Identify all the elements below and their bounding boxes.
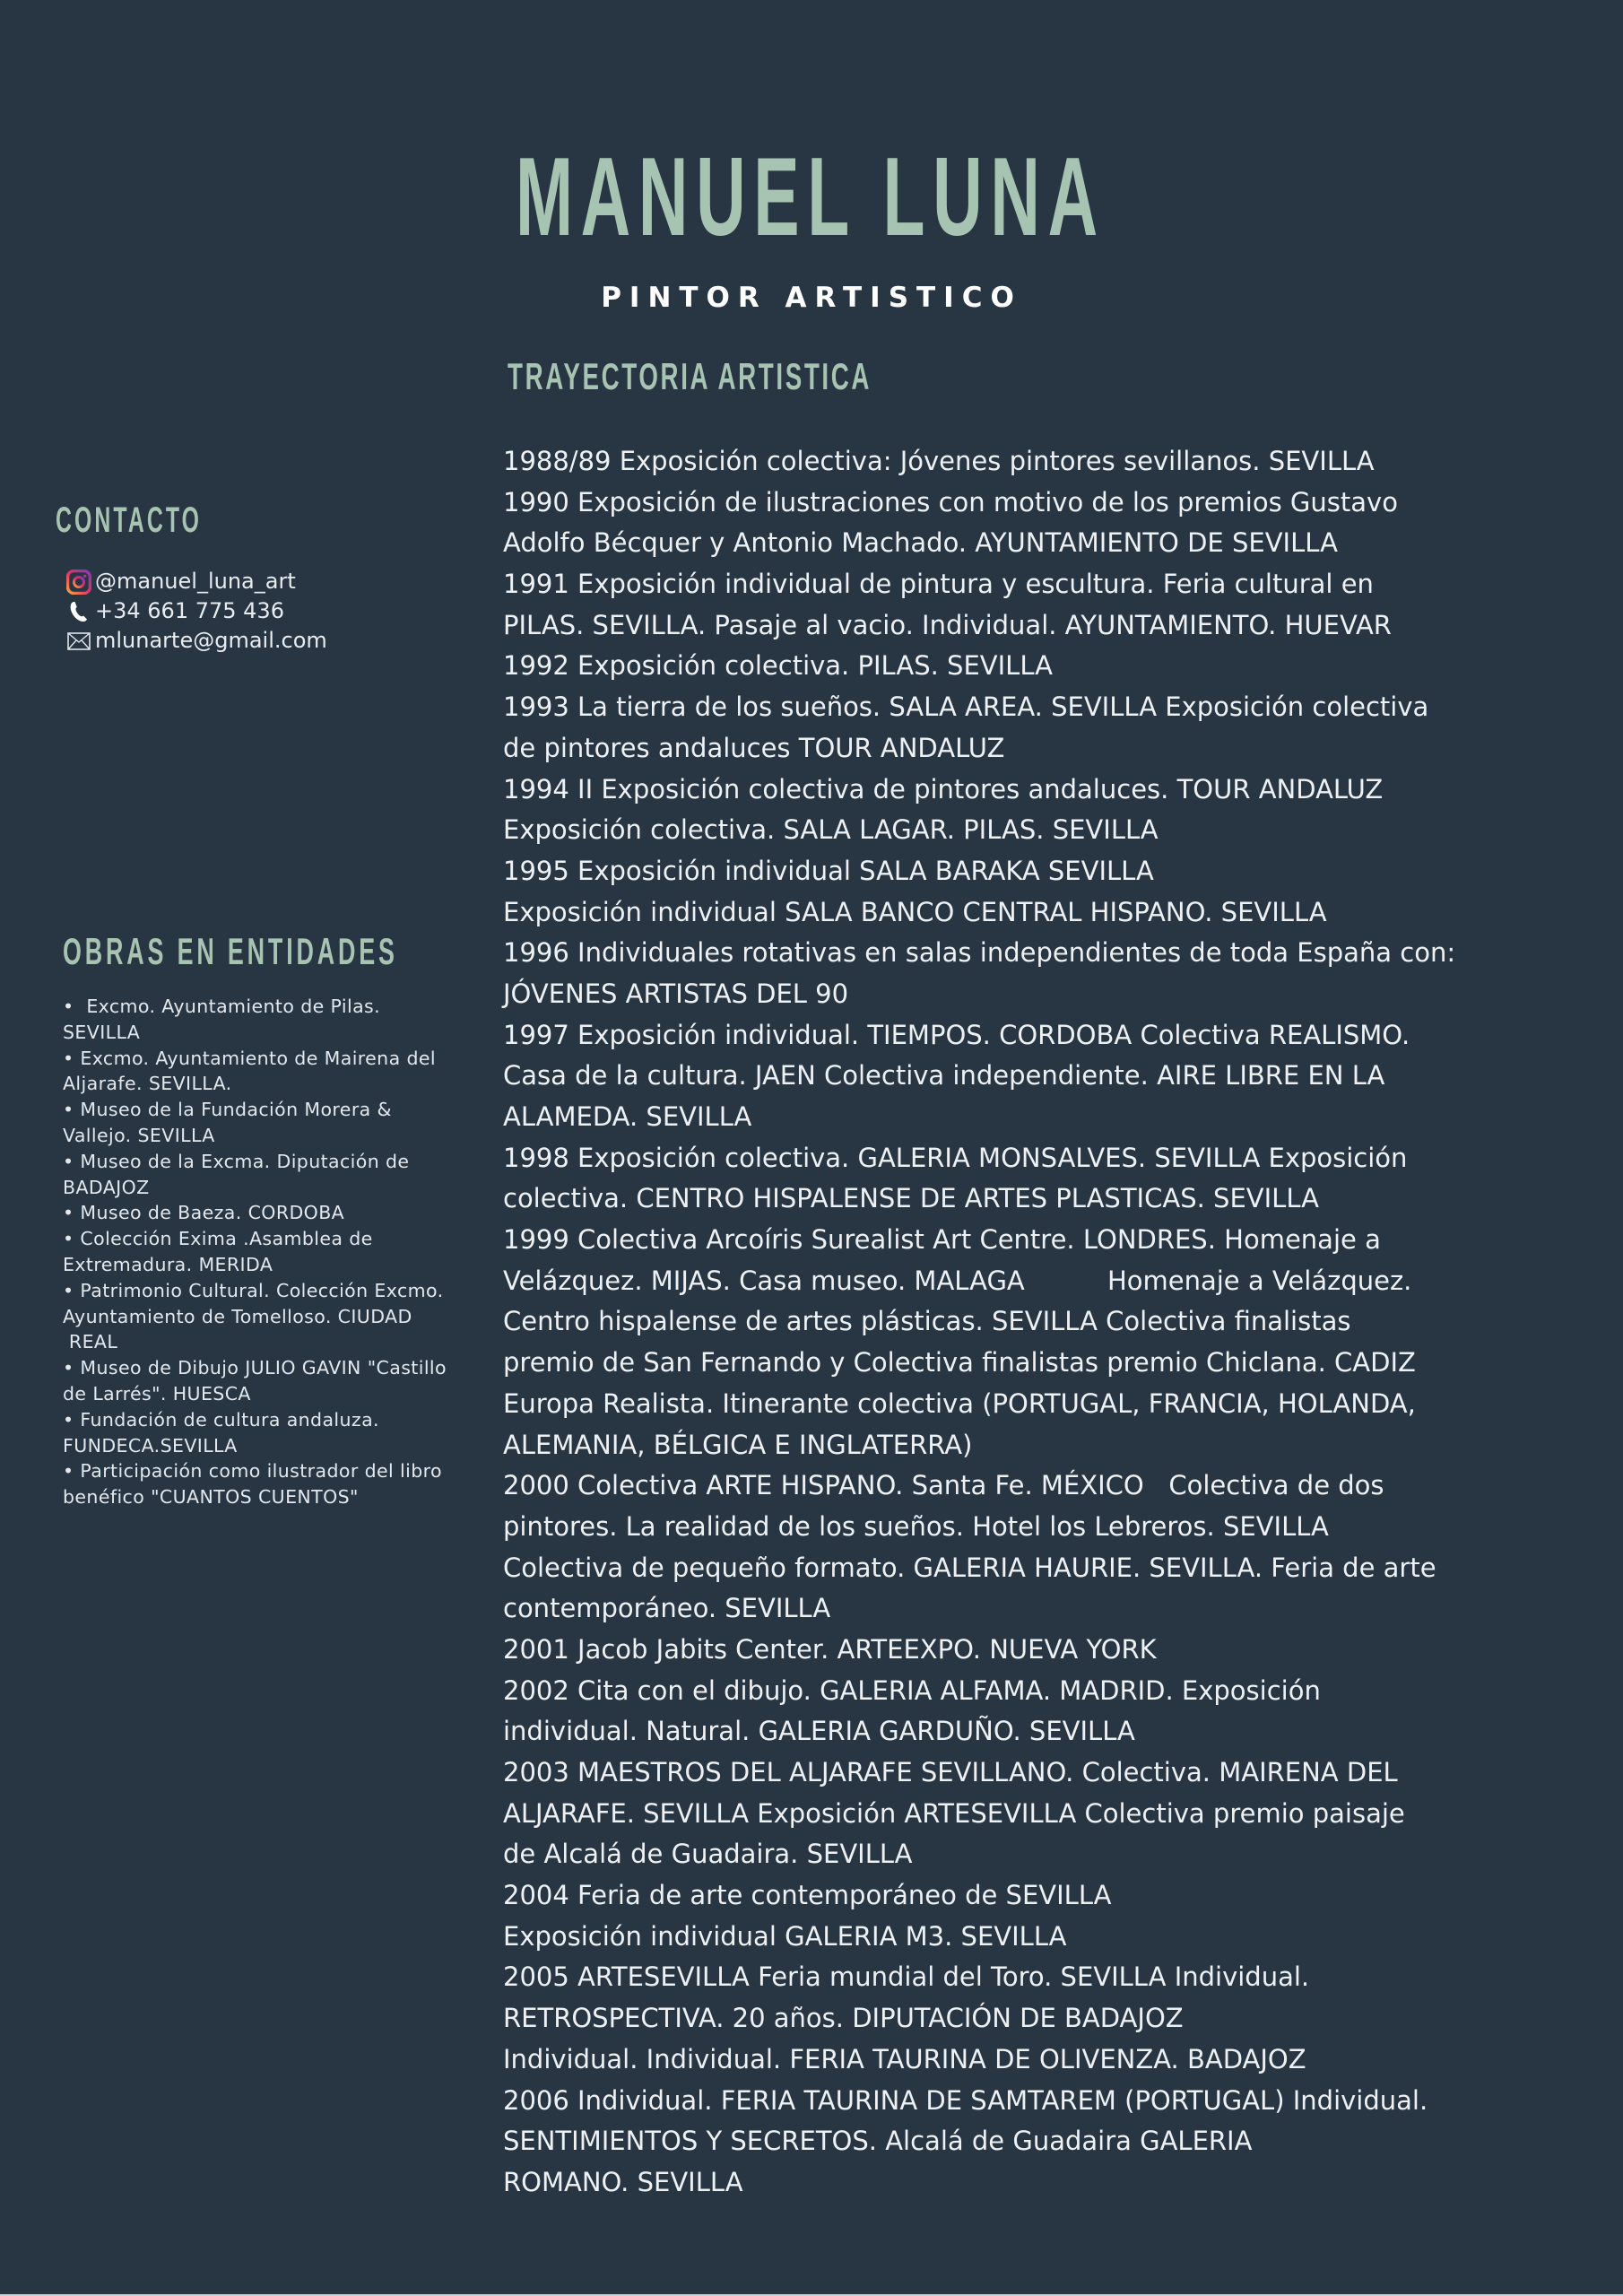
- obras-heading: OBRAS EN ENTIDADES: [63, 930, 398, 972]
- timeline-line: ALJARAFE. SEVILLA Exposición ARTESEVILLA Colectiva premio paisaje: [503, 1797, 1405, 1829]
- timeline-line: SENTIMIENTOS Y SECRETOS. Alcalá de Guadaira GALERIA: [503, 2126, 1253, 2157]
- timeline-line: RETROSPECTIVA. 20 años. DIPUTACIÓN DE BADAJOZ: [503, 2003, 1184, 2034]
- timeline-line: Exposición individual SALA BANCO CENTRAL HISPANO. SEVILLA: [503, 896, 1327, 927]
- timeline-line: 1998 Exposición colectiva. GALERIA MONSALVES. SEVILLA Exposición: [503, 1142, 1408, 1173]
- timeline-line: Colectiva de pequeño formato. GALERIA HAURIE. SEVILLA. Feria de arte: [503, 1552, 1436, 1583]
- timeline-line: Centro hispalense de artes plásticas. SEVILLA Colectiva finalistas: [503, 1306, 1351, 1337]
- list-item: • Participación como ilustrador del libro benéfico "CUANTOS CUENTOS": [63, 1460, 442, 1509]
- trayectoria-heading: TRAYECTORIA ARTISTICA: [508, 355, 872, 397]
- timeline-line: 2005 ARTESEVILLA Feria mundial del Toro. SEVILLA Individual.: [503, 1961, 1310, 1993]
- artist-name: MANUEL LUNA: [515, 135, 1106, 259]
- list-item: • Museo de la Excma. Diputación de BADAJOZ: [63, 1150, 410, 1198]
- timeline-line: colectiva. CENTRO HISPALENSE DE ARTES PLASTICAS. SEVILLA: [503, 1183, 1319, 1214]
- list-item: • Museo de la Fundación Morera & Vallejo. SEVILLA: [63, 1099, 392, 1146]
- list-item: • Fundación de cultura andaluza. FUNDECA.SEVILLA: [63, 1408, 379, 1457]
- list-item: • Colección Exima .Asamblea de Extremadura. MERIDA: [63, 1228, 373, 1275]
- timeline-line: Individual. Individual. FERIA TAURINA DE OLIVENZA. BADAJOZ: [503, 2043, 1306, 2074]
- timeline-line: premio de San Fernando y Colectiva finalistas premio Chiclana. CADIZ: [503, 1347, 1416, 1378]
- timeline-line: JÓVENES ARTISTAS DEL 90: [503, 978, 849, 1009]
- timeline-line: 1994 II Exposición colectiva de pintores andaluces. TOUR ANDALUZ: [503, 773, 1384, 804]
- timeline-line: 2002 Cita con el dibujo. GALERIA ALFAMA. MADRID. Exposición: [503, 1674, 1321, 1706]
- timeline-line: 2001 Jacob Jabits Center. ARTEEXPO. NUEVA YORK: [503, 1633, 1157, 1665]
- timeline-line: individual. Natural. GALERIA GARDUÑO. SEVILLA: [503, 1716, 1135, 1747]
- timeline-line: 1993 La tierra de los sueños. SALA AREA. SEVILLA Exposición colectiva: [503, 691, 1429, 723]
- timeline-line: PILAS. SEVILLA. Pasaje al vacio. Individual. AYUNTAMIENTO. HUEVAR: [503, 609, 1392, 640]
- contact-list: [65, 567, 327, 656]
- timeline-line: Adolfo Bécquer y Antonio Machado. AYUNTAMIENTO DE SEVILLA: [503, 527, 1338, 559]
- contact-phone[interactable]: [65, 596, 327, 626]
- timeline-line: Velázquez. MIJAS. Casa museo. MALAGA Homenaje a Velázquez.: [503, 1265, 1412, 1296]
- timeline-line: 2003 MAESTROS DEL ALJARAFE SEVILLANO. Colectiva. MAIRENA DEL: [503, 1757, 1398, 1787]
- obras-list: [63, 994, 466, 1510]
- instagram-handle: @manuel_luna_art: [95, 569, 296, 594]
- timeline-line: ROMANO. SEVILLA: [503, 2166, 743, 2197]
- timeline-line: 1995 Exposición individual SALA BARAKA SEVILLA: [503, 855, 1154, 886]
- timeline-line: ALAMEDA. SEVILLA: [503, 1101, 752, 1132]
- list-item: • Excmo. Ayuntamiento de Mairena del Aljarafe. SEVILLA.: [63, 1047, 436, 1095]
- phone-number: +34 661 775 436: [95, 598, 284, 623]
- timeline-line: 1992 Exposición colectiva. PILAS. SEVILLA: [503, 650, 1053, 682]
- list-item: • Museo de Baeza. CORDOBA: [63, 1202, 345, 1224]
- timeline-line: 2004 Feria de arte contemporáneo de SEVILLA: [503, 1880, 1112, 1911]
- phone-icon: [65, 599, 93, 624]
- timeline-line: 2000 Colectiva ARTE HISPANO. Santa Fe. MÉXICO Colectiva de dos: [503, 1470, 1384, 1501]
- timeline-line: ALEMANIA, BÉLGICA E INGLATERRA): [503, 1429, 973, 1460]
- timeline-line: 1999 Colectiva Arcoíris Surealist Art Centre. LONDRES. Homenaje a: [503, 1224, 1381, 1256]
- timeline-line: 1997 Exposición individual. TIEMPOS. CORDOBA Colectiva REALISMO.: [503, 1019, 1410, 1050]
- email-address: mlunarte@gmail.com: [95, 628, 327, 653]
- timeline-line: Casa de la cultura. JAEN Colectiva independiente. AIRE LIBRE EN LA: [503, 1060, 1385, 1091]
- list-item: • Museo de Dibujo JULIO GAVIN "Castillo de Larrés". HUESCA: [63, 1357, 447, 1405]
- timeline-line: 1991 Exposición individual de pintura y escultura. Feria cultural en: [503, 569, 1374, 600]
- timeline-line: 1990 Exposición de ilustraciones con motivo de los premios Gustavo: [503, 486, 1398, 517]
- timeline-line: de pintores andaluces TOUR ANDALUZ: [503, 732, 1005, 763]
- mail-icon: [65, 629, 93, 654]
- instagram-icon: [65, 570, 93, 595]
- list-item: • Patrimonio Cultural. Colección Excmo. Ayuntamiento de Tomelloso. CIUDAD REAL: [63, 1279, 444, 1353]
- timeline-line: Europa Realista. Itinerante colectiva (PORTUGAL, FRANCIA, HOLANDA,: [503, 1387, 1416, 1419]
- artist-subtitle: PINTOR ARTISTICO: [601, 282, 1022, 314]
- timeline-line: Exposición individual GALERIA M3. SEVILLA: [503, 1920, 1067, 1952]
- list-item: • Excmo. Ayuntamiento de Pilas. SEVILLA: [63, 996, 381, 1043]
- timeline-line: pintores. La realidad de los sueños. Hotel los Lebreros. SEVILLA: [503, 1510, 1329, 1542]
- timeline-line: 2006 Individual. FERIA TAURINA DE SAMTAREM (PORTUGAL) Individual.: [503, 2084, 1428, 2116]
- contact-instagram[interactable]: [65, 567, 327, 596]
- timeline-line: 1996 Individuales rotativas en salas independientes de toda España con:: [503, 937, 1456, 969]
- trayectoria-list: [503, 441, 1534, 2204]
- contact-email[interactable]: [65, 626, 327, 656]
- timeline-line: contemporáneo. SEVILLA: [503, 1593, 831, 1624]
- contacto-heading: CONTACTO: [56, 500, 203, 540]
- timeline-line: Exposición colectiva. SALA LAGAR. PILAS. SEVILLA: [503, 814, 1159, 846]
- timeline-line: 1988/89 Exposición colectiva: Jóvenes pintores sevillanos. SEVILLA: [503, 446, 1375, 476]
- timeline-line: de Alcalá de Guadaira. SEVILLA: [503, 1839, 913, 1870]
